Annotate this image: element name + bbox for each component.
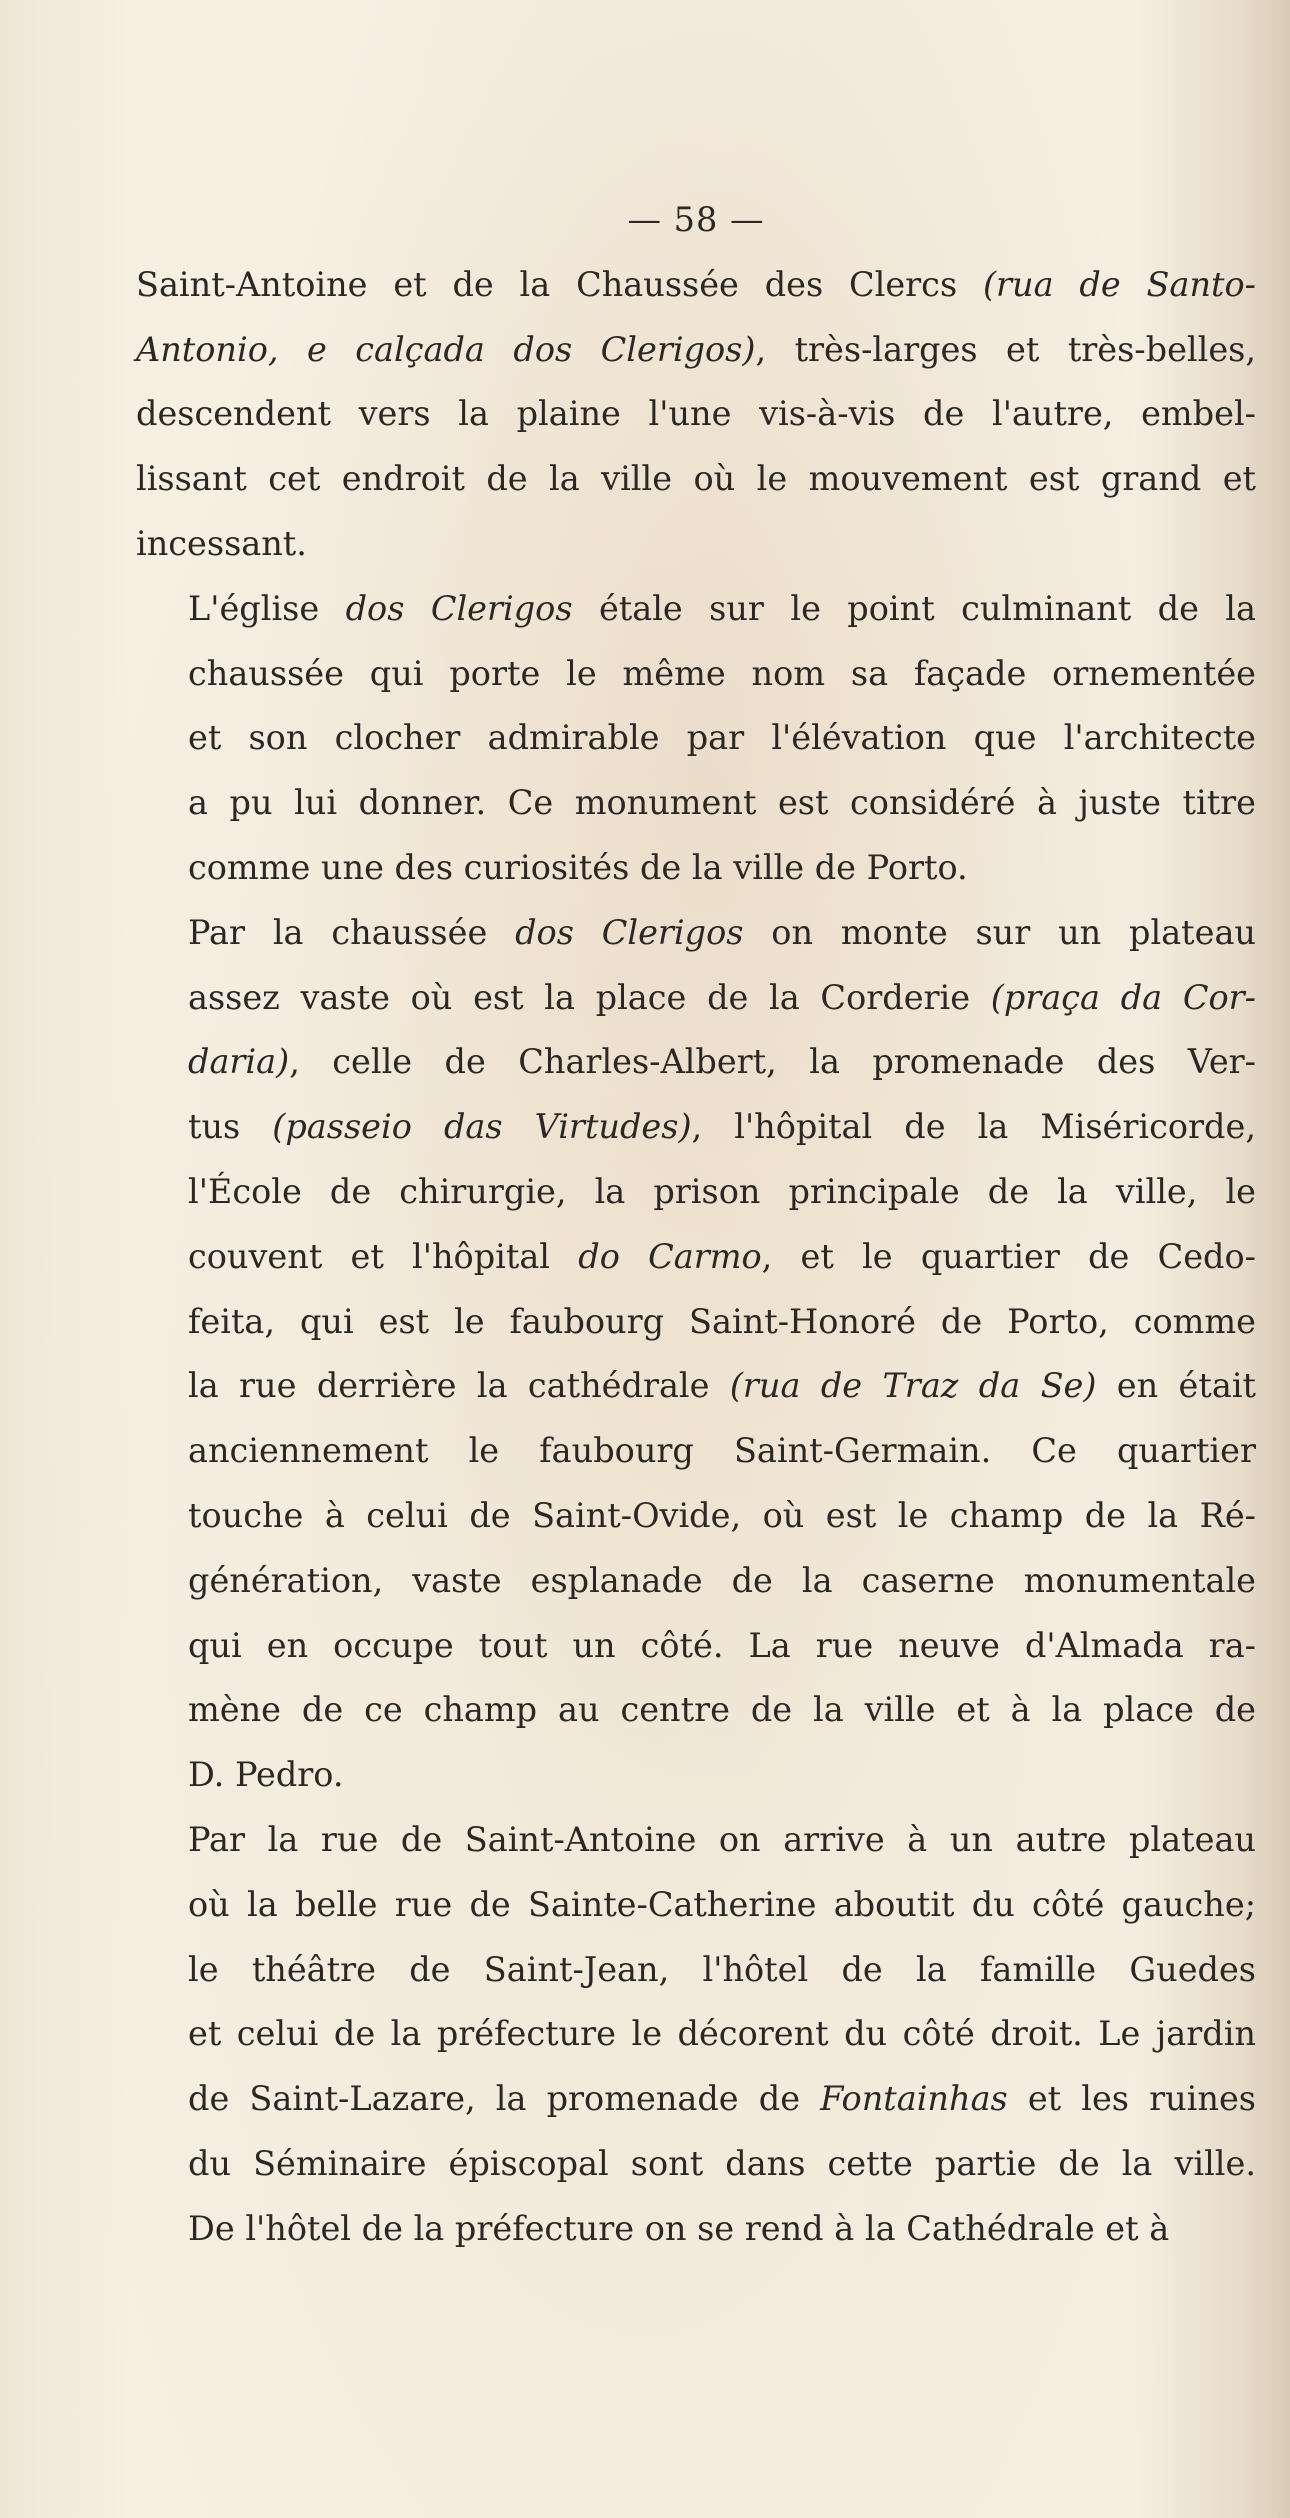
text-segment: où la belle rue de Sainte-Catherine aboutit du côté gauche; [188, 1884, 1256, 1924]
text-segment: , et le quartier de Cedo- [761, 1236, 1256, 1276]
text-segment: descendent vers la plaine l'une vis-à-vis de l'autre, embel- [136, 394, 1256, 434]
text-line [136, 1484, 1256, 1549]
text-segment: tus [188, 1107, 273, 1147]
page-text-block [136, 188, 1256, 2262]
text-segment: qui en occupe tout un côté. La rue neuve d'Almada ra- [188, 1625, 1256, 1665]
text-segment: , très-larges et très-belles, [755, 329, 1256, 369]
text-segment: chaussée qui porte le même nom sa façade ornementée [188, 653, 1256, 693]
italic-text: (rua de Santo- [982, 264, 1256, 304]
page-number: — 58 — [627, 200, 765, 239]
text-segment: et les ruines [1007, 2079, 1256, 2119]
text-line [136, 966, 1256, 1031]
text-line [136, 771, 1256, 836]
text-segment: , l'hôpital de la Miséricorde, [691, 1107, 1256, 1147]
text-line [136, 2132, 1256, 2197]
text-segment: et son clocher admirable par l'élévation que l'architecte [188, 718, 1256, 758]
text-line [136, 1354, 1256, 1419]
text-segment: Par la chaussée [188, 912, 516, 952]
body-text [136, 253, 1256, 2262]
italic-text: (passeio das Virtudes) [272, 1107, 692, 1147]
italic-text: (rua de Traz da Se) [729, 1366, 1097, 1406]
text-segment: assez vaste où est la place de la Corderie [188, 977, 991, 1017]
text-line [136, 1419, 1256, 1484]
italic-text: (praça da Cor- [990, 977, 1256, 1017]
text-line [136, 706, 1256, 771]
text-segment: a pu lui donner. Ce monument est considéré à juste titre [188, 783, 1256, 823]
text-segment: , celle de Charles-Albert, la promenade des Ver- [289, 1042, 1256, 1082]
italic-text: Antonio, e calçada dos Clerigos) [136, 329, 756, 369]
text-line [136, 836, 1256, 901]
text-line [136, 1290, 1256, 1355]
text-line [136, 1873, 1256, 1938]
text-line [136, 2197, 1256, 2262]
text-segment: incessant. [136, 523, 307, 563]
italic-text: Fontainhas [820, 2079, 1008, 2119]
text-line [136, 1614, 1256, 1679]
text-segment: couvent et l'hôpital [188, 1236, 579, 1276]
text-line [136, 1095, 1256, 1160]
text-line [136, 1808, 1256, 1873]
text-segment: la rue derrière la cathédrale [188, 1366, 730, 1406]
text-segment: Saint-Antoine et de la Chaussée des Clercs [136, 264, 983, 304]
text-segment: comme une des curiosités de la ville de Porto. [188, 847, 968, 887]
text-line [136, 1743, 1256, 1808]
text-segment: De l'hôtel de la préfecture on se rend à la Cathédrale et à [188, 2208, 1170, 2248]
text-segment: génération, vaste esplanade de la caserne monumentale [188, 1560, 1256, 1600]
text-line [136, 1225, 1256, 1290]
text-segment: D. Pedro. [188, 1755, 344, 1795]
text-line [136, 1030, 1256, 1095]
text-segment: feita, qui est le faubourg Saint-Honoré de Porto, comme [188, 1301, 1256, 1341]
text-line [136, 2067, 1256, 2132]
text-segment: on monte sur un plateau [743, 912, 1257, 952]
text-line [136, 382, 1256, 447]
text-segment: l'École de chirurgie, la prison principale de la ville, le [188, 1171, 1256, 1211]
paragraph [136, 253, 1256, 577]
text-line [136, 2002, 1256, 2067]
text-segment: anciennement le faubourg Saint-Germain. Ce quartier [188, 1431, 1256, 1471]
text-line [136, 1549, 1256, 1614]
text-segment: le théâtre de Saint-Jean, l'hôtel de la famille Guedes [188, 1949, 1256, 1989]
text-line [136, 577, 1256, 642]
text-segment: mène de ce champ au centre de la ville et à la place de [188, 1690, 1256, 1730]
text-segment: du Séminaire épiscopal sont dans cette partie de la ville. [188, 2143, 1256, 2183]
paragraph [136, 901, 1256, 1808]
text-segment: étale sur le point culminant de la [572, 588, 1256, 628]
italic-text: dos Clerigos [515, 912, 744, 952]
text-line [136, 1160, 1256, 1225]
text-line [136, 642, 1256, 707]
text-segment: Par la rue de Saint-Antoine on arrive à un autre plateau [188, 1819, 1256, 1859]
text-line [136, 447, 1256, 512]
text-segment: touche à celui de Saint-Ovide, où est le champ de la Ré- [188, 1495, 1256, 1535]
text-segment: lissant cet endroit de la ville où le mouvement est grand et [136, 459, 1256, 499]
text-line [136, 901, 1256, 966]
text-line [136, 253, 1256, 318]
paragraph [136, 577, 1256, 901]
paragraph [136, 1808, 1256, 2262]
text-line [136, 1678, 1256, 1743]
italic-text: dos Clerigos [345, 588, 573, 628]
text-line [136, 1938, 1256, 2003]
text-line [136, 318, 1256, 383]
italic-text: daria) [188, 1042, 290, 1082]
text-line [136, 512, 1256, 577]
text-segment: en était [1096, 1366, 1256, 1406]
italic-text: do Carmo [578, 1236, 762, 1276]
text-segment: L'église [188, 588, 346, 628]
text-segment: de Saint-Lazare, la promenade de [188, 2079, 821, 2119]
text-segment: et celui de la préfecture le décorent du côté droit. Le jardin [188, 2014, 1256, 2054]
